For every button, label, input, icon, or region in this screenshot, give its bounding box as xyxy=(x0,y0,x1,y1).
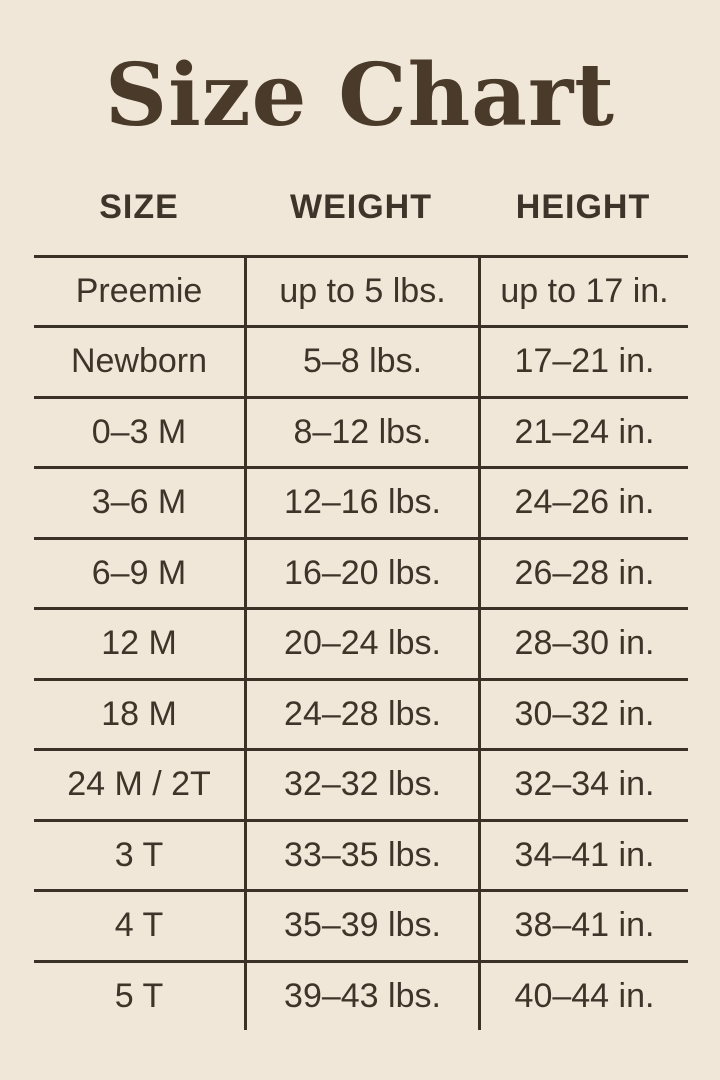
height-cell: 26–28 in. xyxy=(478,540,688,608)
size-cell: 4 T xyxy=(114,906,164,945)
size-cell: 12 M xyxy=(101,624,177,663)
size-cell: Preemie xyxy=(75,271,203,310)
height-cell: 40–44 in. xyxy=(478,963,688,1031)
table-row xyxy=(34,396,688,467)
table-row xyxy=(34,607,688,678)
weight-cell: 12–16 lbs. xyxy=(244,469,478,537)
page-title: Size Chart xyxy=(104,45,615,146)
weight-cell: 8–12 lbs. xyxy=(244,399,478,467)
column-header-size: SIZE xyxy=(99,187,179,226)
table-row xyxy=(34,466,688,537)
weight-cell: 39–43 lbs. xyxy=(244,963,478,1031)
size-chart-page xyxy=(0,45,720,1080)
height-cell: 32–34 in. xyxy=(478,751,688,819)
size-cell: 3–6 M xyxy=(91,483,187,522)
height-cell: 34–41 in. xyxy=(478,822,688,890)
height-cell: 21–24 in. xyxy=(478,399,688,467)
size-cell: 24 M / 2T xyxy=(67,765,211,804)
size-cell: 6–9 M xyxy=(91,553,187,592)
table-row xyxy=(34,748,688,819)
size-table-body xyxy=(34,255,688,1031)
size-cell: 3 T xyxy=(114,835,164,874)
column-header-weight: WEIGHT xyxy=(290,187,432,226)
size-cell: 5 T xyxy=(114,976,164,1015)
table-header-row xyxy=(34,187,688,228)
column-header-height: HEIGHT xyxy=(515,187,651,226)
weight-cell: 33–35 lbs. xyxy=(244,822,478,890)
table-row xyxy=(34,325,688,396)
weight-cell: 16–20 lbs. xyxy=(244,540,478,608)
height-cell: 28–30 in. xyxy=(478,610,688,678)
table-row xyxy=(34,889,688,960)
height-cell: 24–26 in. xyxy=(478,469,688,537)
size-cell: 18 M xyxy=(101,694,177,733)
size-cell: 0–3 M xyxy=(91,412,187,451)
weight-cell: 24–28 lbs. xyxy=(244,681,478,749)
height-cell: 38–41 in. xyxy=(478,892,688,960)
table-row xyxy=(34,960,688,1031)
height-cell: 30–32 in. xyxy=(478,681,688,749)
weight-cell: up to 5 lbs. xyxy=(244,258,478,326)
weight-cell: 20–24 lbs. xyxy=(244,610,478,678)
weight-cell: 35–39 lbs. xyxy=(244,892,478,960)
table-row xyxy=(34,255,688,326)
height-cell: 17–21 in. xyxy=(478,328,688,396)
size-cell: Newborn xyxy=(70,342,208,381)
table-row xyxy=(34,537,688,608)
height-cell: up to 17 in. xyxy=(478,258,688,326)
table-row xyxy=(34,819,688,890)
weight-cell: 32–32 lbs. xyxy=(244,751,478,819)
weight-cell: 5–8 lbs. xyxy=(244,328,478,396)
table-row xyxy=(34,678,688,749)
